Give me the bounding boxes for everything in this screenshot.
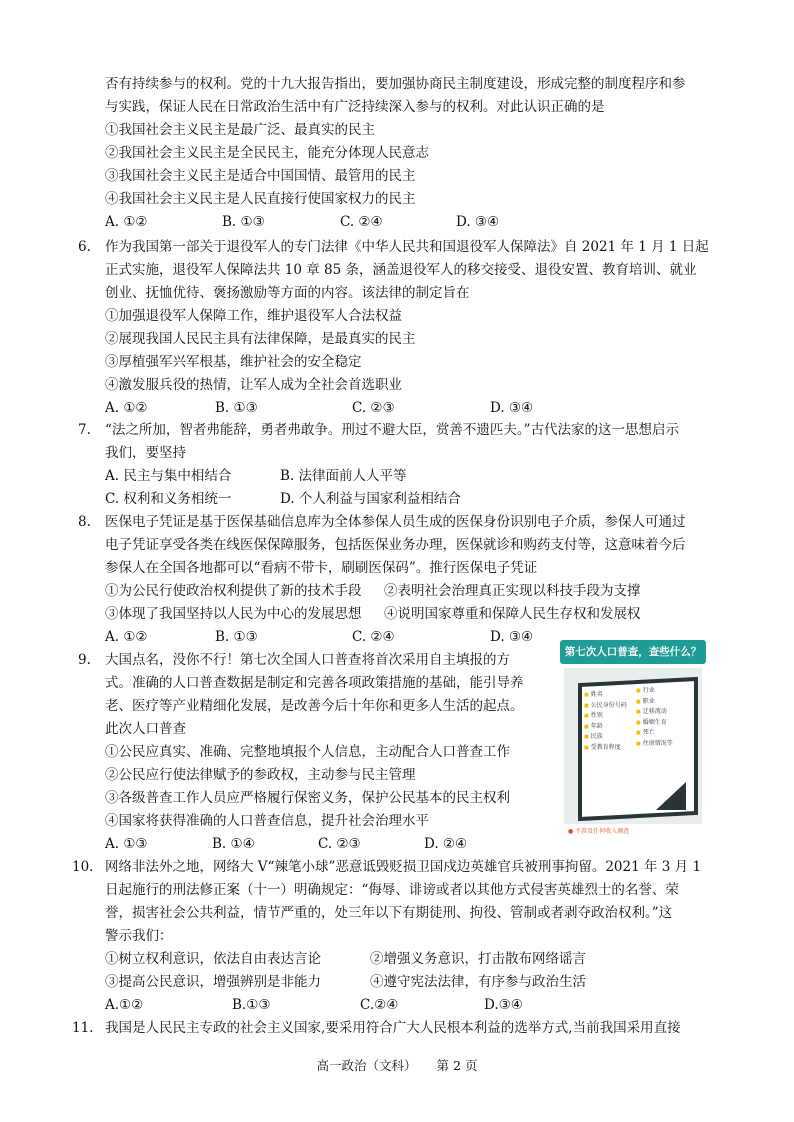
q5-item-4: ④我国社会主义民主是人民直接行使国家权力的民主 xyxy=(105,191,416,207)
census-field: ■ 姓名 xyxy=(584,690,627,701)
q6-option-a: A. ①② xyxy=(105,400,148,416)
q10-line-4: 警示我们： xyxy=(105,928,173,944)
census-field: ■ 民族 xyxy=(584,732,627,743)
q5-option-b: B. ①③ xyxy=(222,214,265,230)
q6-item-1: ①加强退役军人保障工作，维护退役军人合法权益 xyxy=(105,308,402,324)
q7-line-2: 我们，要坚持 xyxy=(105,445,186,461)
census-fields-left xyxy=(584,690,627,753)
q6-number: 6. xyxy=(78,239,91,255)
census-fields-right xyxy=(636,686,673,749)
q9-item-4: ④国家将获得准确的人口普查信息，提升社会治理水平 xyxy=(105,813,429,829)
census-illustration xyxy=(560,640,706,838)
census-field: ■ 公民身份号码 xyxy=(584,701,627,712)
q10-item-4: ④遵守宪法法律，有序参与政治生活 xyxy=(370,974,586,990)
census-field: ■ 职业 xyxy=(636,697,673,708)
census-field: ■ 性别 xyxy=(584,711,627,722)
q9-option-c: C. ②③ xyxy=(318,836,361,852)
q5-line-2: 与实践，保证人民在日常政治生活中有广泛持续深入参与的权利。对此认识正确的是 xyxy=(105,99,605,115)
q5-option-a: A. ①② xyxy=(105,214,148,230)
q5-option-c: C. ②④ xyxy=(340,214,383,230)
q9-item-2: ②公民应行使法律赋予的参政权，主动参与民主管理 xyxy=(105,767,416,783)
q7-number: 7. xyxy=(78,422,91,438)
census-field: ■ 迁移流动 xyxy=(636,707,673,718)
q8-line-3: 参保人在全国各地都可以“看病不带卡，刷刷医保码”。推行医保电子凭证 xyxy=(105,560,538,576)
q6-option-c: C. ②③ xyxy=(352,400,395,416)
q6-line-1: 作为我国第一部关于退役军人的专门法律《中华人民共和国退役军人保障法》自 2021 年 1 月 1 日起 xyxy=(105,239,709,255)
q8-option-c: C. ②④ xyxy=(352,629,395,645)
q10-line-3: 誉，损害社会公共利益，情节严重的，处三年以下有期徒刑、拘役、管制或者剥夺政治权利。”这 xyxy=(105,905,673,921)
q10-option-c: C.②④ xyxy=(360,997,399,1013)
q7-option-c: C. 权利和义务相统一 xyxy=(105,491,232,507)
q10-item-3: ③提高公民意识，增强辨别是非能力 xyxy=(105,974,321,990)
q8-item-3: ③体现了我国坚持以人民为中心的发展思想 xyxy=(105,606,362,622)
q9-item-1: ①公民应真实、准确、完整地填报个人信息，主动配合人口普查工作 xyxy=(105,744,510,760)
q6-line-3: 创业、抚恤优待、褒扬激励等方面的内容。该法律的制定旨在 xyxy=(105,285,470,301)
q11-line-1: 我国是人民民主专政的社会主义国家,要采用符合广大人民根本利益的选举方式,当前我国采用直接 xyxy=(105,1020,681,1036)
q10-item-2: ②增强义务意识，打击散布网络谣言 xyxy=(370,951,586,967)
q10-line-2: 日起施行的刑法修正案（十一）明确规定：“侮辱、诽谤或者以其他方式侵害英雄烈士的名誉、荣 xyxy=(105,882,679,898)
census-fields xyxy=(584,687,694,790)
census-field: ■ 住房情况等 xyxy=(636,739,673,750)
q8-option-b: B. ①③ xyxy=(215,629,258,645)
q9-option-d: D. ②④ xyxy=(424,836,468,852)
q8-item-1: ①为公民行使政治权利提供了新的技术手段 xyxy=(105,583,362,599)
census-field: ■ 年龄 xyxy=(584,722,627,733)
q9-item-3: ③各级普查工作人员应严格履行保密义务，保护公民基本的民主权利 xyxy=(105,790,510,806)
q6-line-2: 正式实施，退役军人保障法共 10 章 85 条，涵盖退役军人的移交接受、退役安置、教育培训、就业 xyxy=(105,262,697,278)
census-field: ■ 婚姻生育 xyxy=(636,718,673,729)
q9-line-2: 式。准确的人口普查数据是制定和完善各项政策措施的基础，能引导养 xyxy=(105,675,524,691)
footer-subject: 高一政治（文科） xyxy=(316,1058,417,1073)
q5-option-d: D. ③④ xyxy=(456,214,500,230)
q7-option-d: D. 个人利益与国家利益相结合 xyxy=(280,491,461,507)
census-field: ■ 行业 xyxy=(636,686,673,697)
footer-page-number: 第 2 页 xyxy=(436,1058,478,1073)
q10-option-a: A.①② xyxy=(105,997,144,1013)
q8-option-d: D. ③④ xyxy=(490,629,534,645)
census-banner: 第七次人口普查，查些什么？ xyxy=(560,640,706,664)
q5-item-2: ②我国社会主义民主是全民民主，能充分体现人民意志 xyxy=(105,145,429,161)
q9-number: 9. xyxy=(78,652,91,668)
q7-line-1: “法之所加，智者弗能辞，勇者弗敢争。刑过不避大臣，赏善不遗匹夫。”古代法家的这一思想启示 xyxy=(105,422,680,438)
q10-number: 10. xyxy=(72,859,94,875)
q5-item-3: ③我国社会主义民主是适合中国国情、最管用的民主 xyxy=(105,168,416,184)
q9-option-b: B. ①④ xyxy=(212,836,255,852)
q8-option-a: A. ①② xyxy=(105,629,148,645)
q6-item-3: ③厚植强军兴军根基，维护社会的安全稳定 xyxy=(105,354,362,370)
q6-option-b: B. ①③ xyxy=(215,400,258,416)
q7-option-b: B. 法律面前人人平等 xyxy=(280,468,407,484)
q6-item-4: ④激发服兵役的热情，让军人成为全社会首选职业 xyxy=(105,377,402,393)
census-field: ■ 死亡 xyxy=(636,728,673,739)
q10-option-b: B.①③ xyxy=(232,997,271,1013)
q10-option-d: D.③④ xyxy=(484,997,523,1013)
q9-line-3: 老、医疗等产业精细化发展，是改善今后十年你和更多人生活的起点。 xyxy=(105,698,524,714)
q6-item-2: ②展现我国人民民主具有法律保障，是最真实的民主 xyxy=(105,331,416,347)
q8-line-1: 医保电子凭证是基于医保基础信息库为全体参保人员生成的医保身份识别电子介质，参保人可通过 xyxy=(105,514,686,530)
q8-number: 8. xyxy=(78,514,91,530)
q11-number: 11. xyxy=(72,1020,94,1036)
q9-line-1: 大国点名，没你不行！第七次全国人口普查将首次采用自主填报的方 xyxy=(105,652,510,668)
q5-item-1: ①我国社会主义民主是最广泛、最真实的民主 xyxy=(105,122,375,138)
q9-line-4: 此次人口普查 xyxy=(105,721,186,737)
q7-option-a: A. 民主与集中相结合 xyxy=(105,468,232,484)
q9-option-a: A. ①③ xyxy=(105,836,148,852)
q10-item-1: ①树立权利意识，依法自由表达言论 xyxy=(105,951,321,967)
q5-line-1: 否有持续参与的权利。党的十九大报告指出，要加强协商民主制度建设，形成完整的制度程序和参 xyxy=(105,76,686,92)
q6-option-d: D. ③④ xyxy=(490,400,534,416)
q10-line-1: 网络非法外之地，网络大 V“辣笔小球”恶意诋毁贬损卫国戍边英雄官兵被刑事拘留。2021 年 3 月 1 xyxy=(105,859,702,875)
q8-item-2: ②表明社会治理真正实现以科技手段为支撑 xyxy=(384,583,641,599)
page-footer xyxy=(0,1058,794,1074)
census-caption: ● 不涉及任何收入调查 xyxy=(568,828,630,835)
q8-item-4: ④说明国家尊重和保障人民生存权和发展权 xyxy=(384,606,641,622)
census-field: ■ 受教育程度 xyxy=(584,743,627,754)
q8-line-2: 电子凭证享受各类在线医保保障服务，包括医保业务办理，医保就诊和购药支付等，这意味着今后 xyxy=(105,537,686,553)
